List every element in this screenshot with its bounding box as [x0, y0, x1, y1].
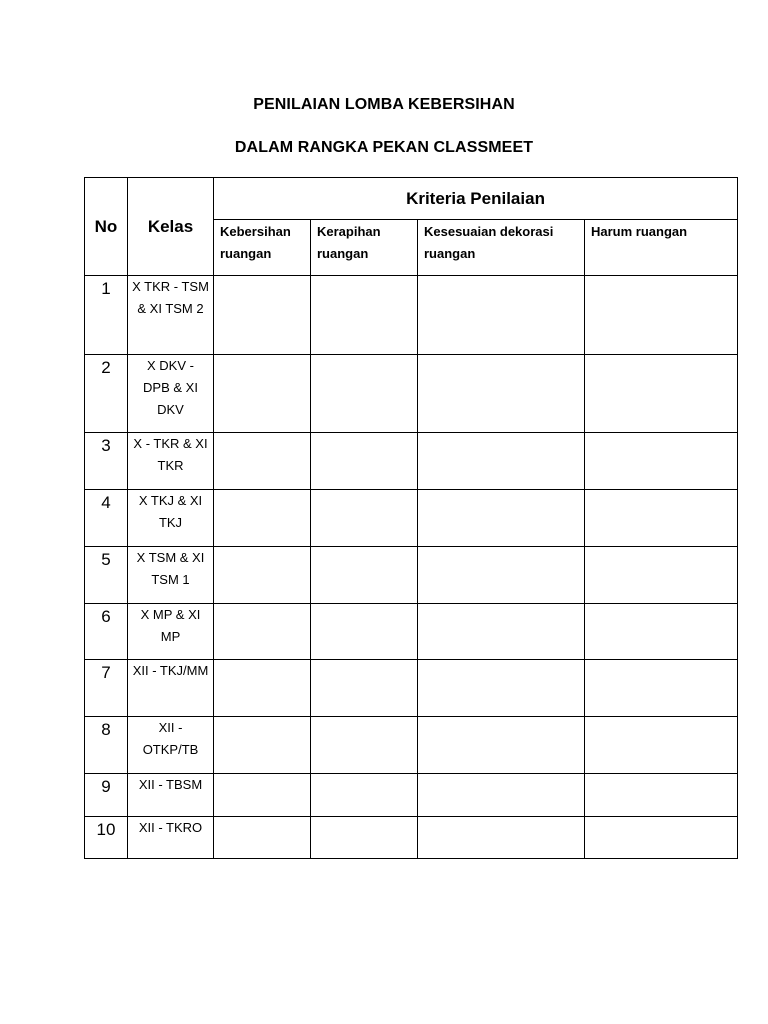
row-number: 1	[85, 276, 128, 355]
table-row	[85, 774, 738, 817]
row-number: 2	[85, 355, 128, 433]
header-criterion: Kebersihan ruangan	[214, 220, 311, 276]
row-kelas: XII - TBSM	[128, 774, 214, 817]
score-cell[interactable]	[311, 774, 418, 817]
row-kelas: XII - TKJ/MM	[128, 660, 214, 717]
score-cell[interactable]	[214, 355, 311, 433]
score-cell[interactable]	[418, 490, 585, 547]
row-number: 10	[85, 817, 128, 859]
score-cell[interactable]	[214, 490, 311, 547]
row-number: 6	[85, 604, 128, 660]
score-cell[interactable]	[311, 717, 418, 774]
score-cell[interactable]	[585, 433, 738, 490]
score-cell[interactable]	[418, 355, 585, 433]
assessment-table	[84, 177, 738, 859]
score-cell[interactable]	[311, 660, 418, 717]
row-kelas: XII - OTKP/TB	[128, 717, 214, 774]
header-no: No	[85, 178, 128, 276]
score-cell[interactable]	[418, 276, 585, 355]
score-cell[interactable]	[311, 355, 418, 433]
row-kelas: X - TKR & XI TKR	[128, 433, 214, 490]
score-cell[interactable]	[418, 604, 585, 660]
score-cell[interactable]	[214, 817, 311, 859]
row-kelas: XII - TKRO	[128, 817, 214, 859]
score-cell[interactable]	[311, 433, 418, 490]
table-row	[85, 817, 738, 859]
score-cell[interactable]	[214, 547, 311, 604]
score-cell[interactable]	[418, 817, 585, 859]
table-row	[85, 717, 738, 774]
score-cell[interactable]	[418, 660, 585, 717]
score-cell[interactable]	[214, 433, 311, 490]
header-criterion: Harum ruangan	[585, 220, 738, 276]
score-cell[interactable]	[311, 276, 418, 355]
table-header-row	[85, 178, 738, 220]
row-number: 8	[85, 717, 128, 774]
score-cell[interactable]	[418, 717, 585, 774]
score-cell[interactable]	[585, 276, 738, 355]
header-kelas: Kelas	[128, 178, 214, 276]
row-kelas: X TKJ & XI TKJ	[128, 490, 214, 547]
row-number: 3	[85, 433, 128, 490]
score-cell[interactable]	[585, 717, 738, 774]
row-kelas: X DKV - DPB & XI DKV	[128, 355, 214, 433]
score-cell[interactable]	[311, 817, 418, 859]
header-kriteria: Kriteria Penilaian	[214, 178, 738, 220]
table-row	[85, 547, 738, 604]
header-criterion: Kerapihan ruangan	[311, 220, 418, 276]
score-cell[interactable]	[214, 604, 311, 660]
score-cell[interactable]	[214, 660, 311, 717]
table-row	[85, 660, 738, 717]
score-cell[interactable]	[214, 774, 311, 817]
score-cell[interactable]	[418, 433, 585, 490]
document-subtitle: DALAM RANGKA PEKAN CLASSMEET	[234, 139, 534, 156]
table-row	[85, 490, 738, 547]
score-cell[interactable]	[214, 717, 311, 774]
row-number: 7	[85, 660, 128, 717]
row-kelas: X MP & XI MP	[128, 604, 214, 660]
score-cell[interactable]	[311, 547, 418, 604]
row-number: 5	[85, 547, 128, 604]
table-row	[85, 276, 738, 355]
row-number: 4	[85, 490, 128, 547]
score-cell[interactable]	[418, 547, 585, 604]
table-row	[85, 355, 738, 433]
score-cell[interactable]	[585, 817, 738, 859]
table-row	[85, 604, 738, 660]
row-kelas: X TSM & XI TSM 1	[128, 547, 214, 604]
table-row	[85, 433, 738, 490]
header-criterion: Kesesuaian dekorasi ruangan	[418, 220, 585, 276]
score-cell[interactable]	[418, 774, 585, 817]
score-cell[interactable]	[311, 490, 418, 547]
score-cell[interactable]	[585, 604, 738, 660]
score-cell[interactable]	[585, 660, 738, 717]
row-kelas: X TKR - TSM & XI TSM 2	[128, 276, 214, 355]
document-title: PENILAIAN LOMBA KEBERSIHAN	[253, 96, 515, 113]
score-cell[interactable]	[585, 355, 738, 433]
score-cell[interactable]	[311, 604, 418, 660]
score-cell[interactable]	[585, 547, 738, 604]
row-number: 9	[85, 774, 128, 817]
score-cell[interactable]	[585, 490, 738, 547]
score-cell[interactable]	[585, 774, 738, 817]
score-cell[interactable]	[214, 276, 311, 355]
